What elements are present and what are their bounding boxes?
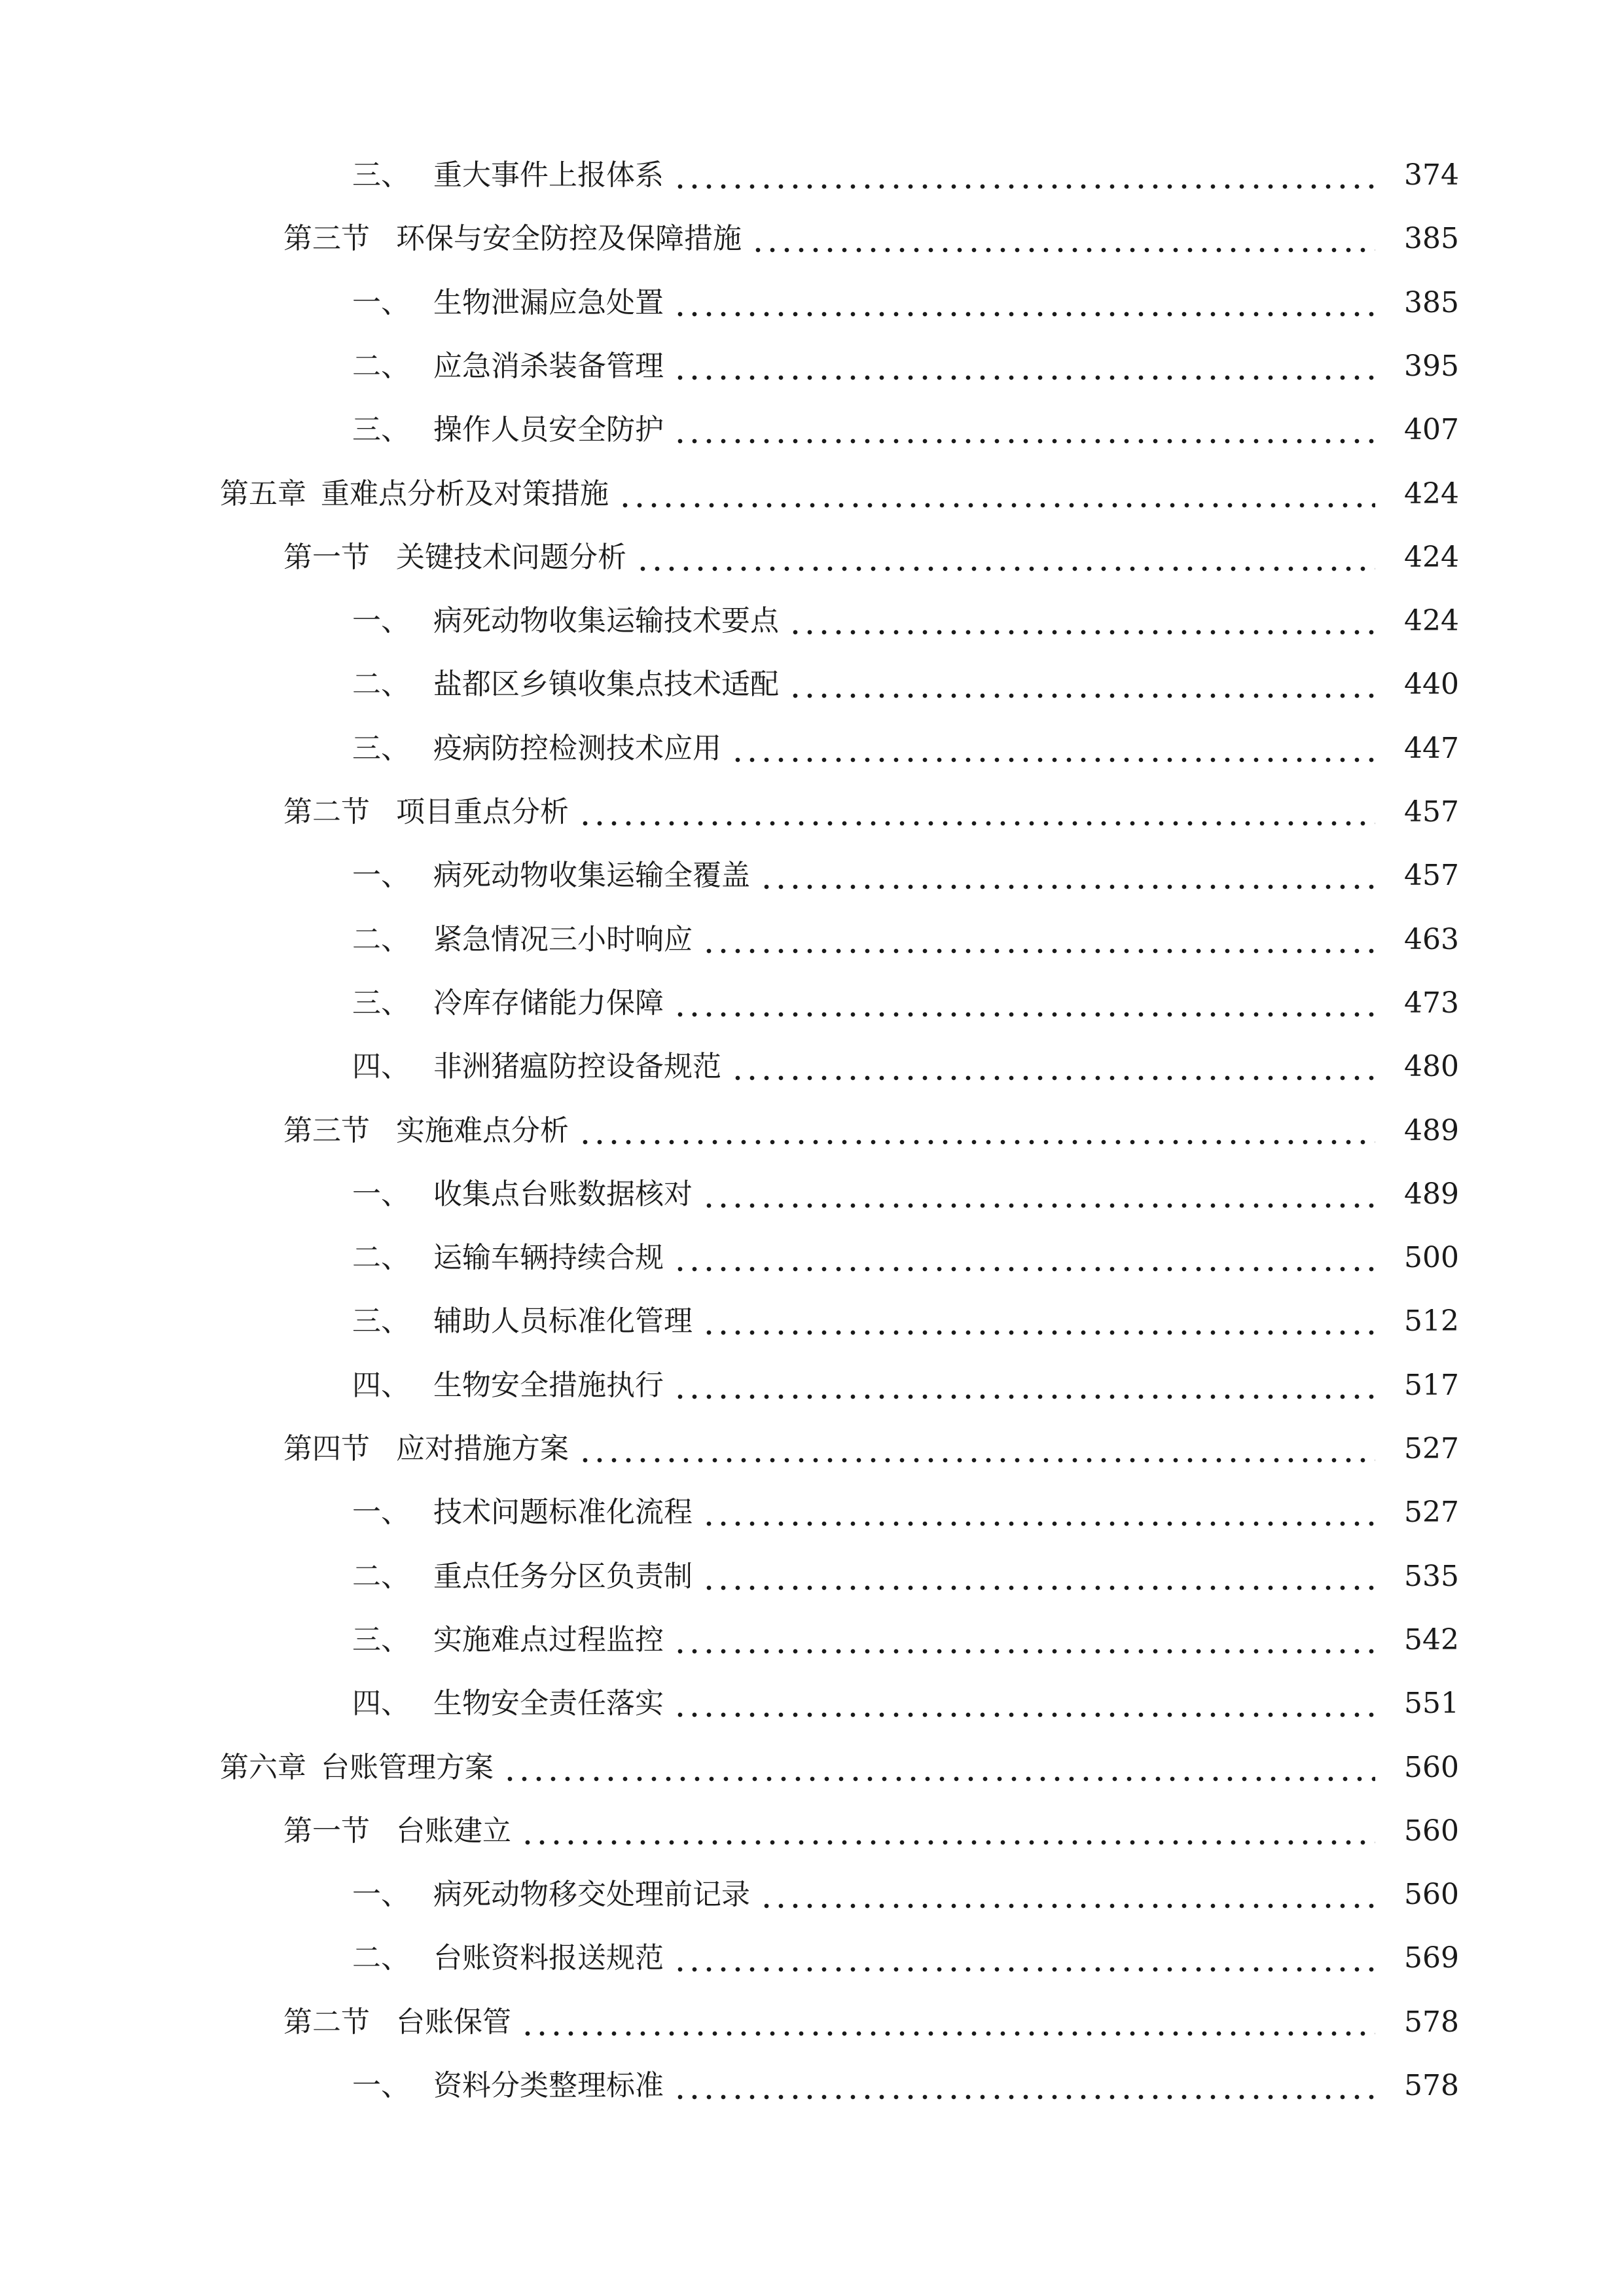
toc-entry-number: 三、 [352, 986, 410, 1020]
toc-dot-leader [618, 480, 1375, 509]
toc-page-number: 407 [1404, 413, 1459, 446]
toc-page-number: 578 [1404, 2005, 1459, 2039]
toc-page-number: 424 [1404, 541, 1459, 574]
toc-page-number: 374 [1404, 158, 1459, 192]
toc-dot-leader [731, 734, 1375, 763]
toc-page-number: 457 [1404, 859, 1459, 892]
toc-entry-section[interactable] [0, 1105, 1624, 1157]
toc-dot-leader [759, 1880, 1375, 1909]
toc-dot-leader [673, 352, 1375, 381]
toc-entry-item[interactable] [0, 1932, 1624, 1984]
toc-entry-item[interactable] [0, 404, 1624, 456]
toc-entry-item[interactable] [0, 977, 1624, 1030]
toc-entry-item[interactable] [0, 1168, 1624, 1221]
toc-dot-leader [702, 1307, 1375, 1336]
toc-dot-leader [702, 1180, 1375, 1209]
toc-entry-item[interactable] [0, 658, 1624, 711]
toc-entry-item[interactable] [0, 149, 1624, 202]
toc-entry-number: 一、 [352, 2069, 410, 2102]
toc-page-number: 578 [1404, 2069, 1459, 2102]
toc-entry-number: 四、 [352, 1687, 410, 1720]
toc-entry-section[interactable] [0, 1423, 1624, 1475]
toc-entry-number: 第五章 [220, 477, 306, 511]
toc-entry-title: 台账建立 [396, 1814, 511, 1848]
toc-dot-leader [673, 289, 1375, 317]
toc-entry-item[interactable] [0, 1232, 1624, 1284]
toc-entry-title: 病死动物收集运输技术要点 [433, 604, 779, 637]
toc-dot-leader [673, 416, 1375, 444]
toc-dot-leader [788, 670, 1375, 699]
toc-entry-section[interactable] [0, 531, 1624, 584]
toc-entry-title: 台账管理方案 [321, 1751, 494, 1784]
toc-page-number: 560 [1404, 1751, 1459, 1784]
toc-entry-title: 生物安全措施执行 [433, 1369, 664, 1402]
toc-page-number: 424 [1404, 477, 1459, 511]
toc-dot-leader [520, 2008, 1375, 2037]
toc-entry-chapter[interactable] [0, 468, 1624, 520]
toc-entry-item[interactable] [0, 1869, 1624, 1921]
toc-page-number: 489 [1404, 1114, 1459, 1147]
toc-dot-leader [673, 1944, 1375, 1973]
toc-entry-number: 二、 [352, 1560, 410, 1593]
toc-entry-title: 病死动物收集运输全覆盖 [433, 859, 750, 892]
toc-entry-section[interactable] [0, 213, 1624, 265]
toc-entry-title: 紧急情况三小时响应 [433, 923, 693, 956]
toc-entry-number: 第三节 [283, 222, 370, 255]
toc-entry-number: 三、 [352, 1304, 410, 1338]
toc-entry-item[interactable] [0, 1551, 1624, 1603]
toc-dot-leader [673, 1244, 1375, 1272]
toc-entry-number: 一、 [352, 1496, 410, 1529]
toc-page-number: 500 [1404, 1241, 1459, 1274]
toc-entry-title: 重点任务分区负责制 [433, 1560, 693, 1593]
toc-page-number: 424 [1404, 604, 1459, 637]
toc-entry-title: 应急消杀装备管理 [433, 350, 664, 383]
toc-page-number: 385 [1404, 222, 1459, 255]
toc-entry-number: 一、 [352, 1878, 410, 1911]
toc-entry-number: 第六章 [220, 1751, 306, 1784]
toc-entry-item[interactable] [0, 1486, 1624, 1539]
toc-page-number: 395 [1404, 350, 1459, 383]
toc-page-number: 527 [1404, 1432, 1459, 1465]
toc-entry-number: 一、 [352, 286, 410, 319]
toc-entry-section[interactable] [0, 786, 1624, 838]
toc-entry-title: 技术问题标准化流程 [433, 1496, 693, 1529]
toc-page-number: 569 [1404, 1941, 1459, 1975]
toc-entry-title: 台账保管 [396, 2005, 511, 2039]
toc-entry-title: 实施难点过程监控 [433, 1623, 664, 1657]
toc-entry-title: 辅助人员标准化管理 [433, 1304, 693, 1338]
toc-entry-number: 三、 [352, 1623, 410, 1657]
toc-dot-leader [702, 1562, 1375, 1591]
toc-entry-number: 二、 [352, 668, 410, 701]
toc-entry-item[interactable] [0, 2060, 1624, 2112]
toc-page-number: 473 [1404, 986, 1459, 1020]
toc-entry-number: 第四节 [283, 1432, 370, 1465]
toc-entry-number: 一、 [352, 859, 410, 892]
toc-entry-item[interactable] [0, 1359, 1624, 1412]
toc-entry-number: 第一节 [283, 1814, 370, 1848]
toc-page-number: 489 [1404, 1177, 1459, 1211]
toc-entry-number: 三、 [352, 732, 410, 765]
toc-entry-number: 二、 [352, 923, 410, 956]
toc-page-number: 480 [1404, 1050, 1459, 1083]
toc-entry-item[interactable] [0, 277, 1624, 329]
toc-dot-leader [578, 1435, 1375, 1463]
toc-entry-title: 项目重点分析 [396, 795, 569, 829]
toc-entry-number: 一、 [352, 604, 410, 637]
toc-dot-leader [759, 861, 1375, 890]
toc-entry-title: 重大事件上报体系 [433, 158, 664, 192]
toc-page-number: 440 [1404, 668, 1459, 701]
toc-entry-number: 第二节 [283, 795, 370, 829]
toc-entry-number: 四、 [352, 1369, 410, 1402]
toc-dot-leader [788, 607, 1375, 636]
toc-entry-title: 收集点台账数据核对 [433, 1177, 693, 1211]
toc-entry-number: 一、 [352, 1177, 410, 1211]
toc-page-number: 542 [1404, 1623, 1459, 1657]
toc-page-number: 560 [1404, 1878, 1459, 1911]
toc-entry-title: 台账资料报送规范 [433, 1941, 664, 1975]
toc-entry-title: 重难点分析及对策措施 [321, 477, 609, 511]
toc-entry-item[interactable] [0, 340, 1624, 393]
toc-entry-number: 第二节 [283, 2005, 370, 2039]
toc-entry-title: 资料分类整理标准 [433, 2069, 664, 2102]
toc-entry-item[interactable] [0, 850, 1624, 902]
toc-entry-number: 第一节 [283, 541, 370, 574]
toc-entry-number: 二、 [352, 350, 410, 383]
toc-entry-number: 二、 [352, 1941, 410, 1975]
toc-entry-number: 三、 [352, 413, 410, 446]
toc-dot-leader [702, 1498, 1375, 1527]
toc-dot-leader [578, 1117, 1375, 1145]
toc-dot-leader [731, 1052, 1375, 1081]
toc-page-number: 535 [1404, 1560, 1459, 1593]
toc-dot-leader [673, 1689, 1375, 1718]
toc-entry-title: 盐都区乡镇收集点技术适配 [433, 668, 779, 701]
toc-entry-number: 二、 [352, 1241, 410, 1274]
toc-dot-leader [673, 2072, 1375, 2100]
toc-entry-title: 操作人员安全防护 [433, 413, 664, 446]
toc-page-number: 517 [1404, 1369, 1459, 1402]
toc-page-number: 551 [1404, 1687, 1459, 1720]
toc-page-number: 447 [1404, 732, 1459, 765]
toc-entry-item[interactable] [0, 1041, 1624, 1093]
toc-entry-section[interactable] [0, 1996, 1624, 2049]
toc-entry-section[interactable] [0, 1805, 1624, 1857]
toc-entry-title: 实施难点分析 [396, 1114, 569, 1147]
toc-page-number: 385 [1404, 286, 1459, 319]
toc-entry-number: 三、 [352, 158, 410, 192]
toc-entry-number: 第三节 [283, 1114, 370, 1147]
toc-entry-title: 运输车辆持续合规 [433, 1241, 664, 1274]
toc-dot-leader [702, 925, 1375, 954]
toc-dot-leader [673, 1371, 1375, 1400]
toc-dot-leader [673, 989, 1375, 1018]
toc-entry-title: 病死动物移交处理前记录 [433, 1878, 750, 1911]
toc-dot-leader [520, 1817, 1375, 1846]
toc-entry-title: 环保与安全防控及保障措施 [396, 222, 742, 255]
toc-entry-item[interactable] [0, 1614, 1624, 1666]
toc-entry-title: 关键技术问题分析 [396, 541, 626, 574]
toc-entry-item[interactable] [0, 723, 1624, 775]
toc-dot-leader [636, 543, 1375, 572]
toc-entry-item[interactable] [0, 1677, 1624, 1730]
toc-page-number: 457 [1404, 795, 1459, 829]
toc-entry-item[interactable] [0, 1295, 1624, 1348]
toc-page-number: 463 [1404, 923, 1459, 956]
toc-dot-leader [503, 1753, 1375, 1782]
toc-page-number: 512 [1404, 1304, 1459, 1338]
toc-dot-leader [673, 1626, 1375, 1655]
toc-page-number: 527 [1404, 1496, 1459, 1529]
toc-entry-number: 四、 [352, 1050, 410, 1083]
toc-entry-title: 疫病防控检测技术应用 [433, 732, 721, 765]
toc-entry-title: 冷库存储能力保障 [433, 986, 664, 1020]
toc-entry-title: 生物泄漏应急处置 [433, 286, 664, 319]
toc-entry-title: 应对措施方案 [396, 1432, 569, 1465]
toc-entry-title: 非洲猪瘟防控设备规范 [433, 1050, 721, 1083]
toc-entry-title: 生物安全责任落实 [433, 1687, 664, 1720]
toc-dot-leader [751, 224, 1375, 253]
toc-entry-chapter[interactable] [0, 1742, 1624, 1794]
toc-dot-leader [673, 161, 1375, 190]
toc-entry-item[interactable] [0, 914, 1624, 966]
toc-dot-leader [578, 798, 1375, 827]
toc-entry-item[interactable] [0, 595, 1624, 647]
toc-page-number: 560 [1404, 1814, 1459, 1848]
